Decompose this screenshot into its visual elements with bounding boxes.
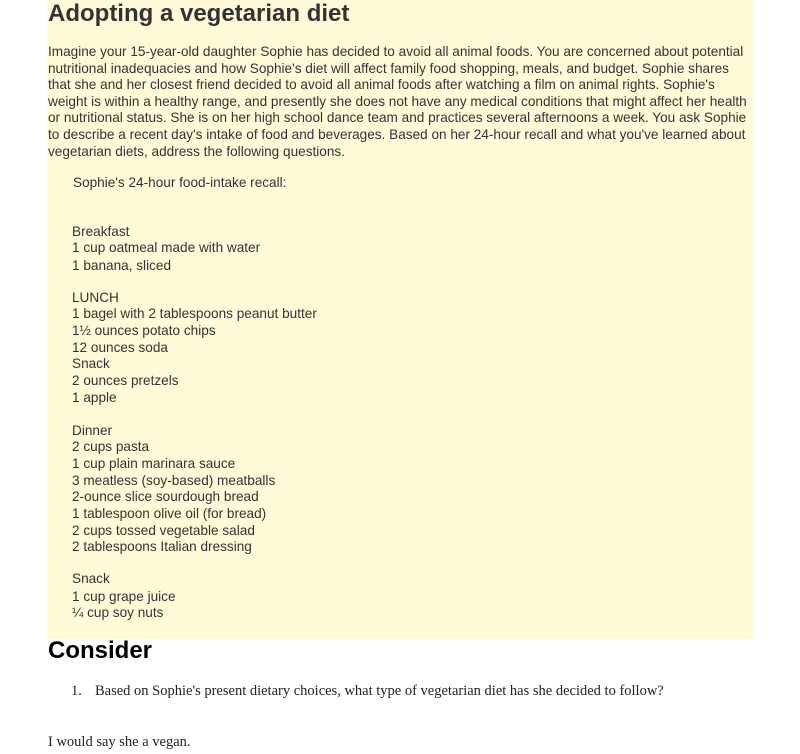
food-item: 2 tablespoons Italian dressing (72, 539, 252, 554)
scenario-intro: Imagine your 15-year-old daughter Sophie has decided to avoid all animal foods. You are concerned about potential nutritional inadequacies and how Sophie's diet will affect family food shopping, meals, and budget. Sophie shares that she and her closest friend decided to avoid all animal foods after watching a film on animal rights. Sophie's weight is within a healthy range, and presently she does not have any medical conditions that might affect her health or nutritional status. She is on her high school dance team and practices several afternoons a week. You ask Sophie to describe a recent day's intake of food and beverages. Based on her 24-hour recall and what you've learned about vegetarian diets, address the following questions. (48, 44, 747, 159)
meal-heading-dinner: Dinner (72, 423, 113, 438)
food-item: 1 apple (72, 390, 117, 405)
question-number: 1. (71, 683, 82, 699)
question-text: Based on Sophie's present dietary choices, what type of vegetarian diet has she decided to follow? (95, 683, 664, 699)
food-item: 2 ounces pretzels (72, 373, 179, 388)
food-item: 1 banana, sliced (72, 258, 172, 273)
meal-heading-snack: Snack (72, 356, 110, 371)
food-item: ¼ cup soy nuts (72, 605, 164, 620)
answer-text: I would say she a vegan. (48, 733, 191, 750)
food-item: 12 ounces soda (72, 340, 168, 355)
consider-heading: Consider (48, 637, 153, 664)
food-item: 2-ounce slice sourdough bread (72, 489, 259, 504)
food-item: 1 cup grape juice (72, 589, 176, 604)
food-item: 1 cup plain marinara sauce (72, 456, 236, 471)
food-item: 1 tablespoon olive oil (for bread) (72, 506, 267, 521)
recall-heading: Sophie's 24-hour food-intake recall: (73, 175, 287, 190)
food-item: 1½ ounces potato chips (72, 323, 216, 338)
meal-heading-snack: Snack (72, 571, 110, 586)
meal-heading-breakfast: Breakfast (72, 224, 130, 239)
page-title: Adopting a vegetarian diet (48, 0, 350, 27)
food-item: 2 cups tossed vegetable salad (72, 523, 255, 538)
food-item: 2 cups pasta (72, 439, 150, 454)
food-item: 1 bagel with 2 tablespoons peanut butter (72, 306, 317, 321)
food-item: 1 cup oatmeal made with water (72, 240, 261, 255)
meal-heading-lunch: LUNCH (72, 290, 119, 305)
food-item: 3 meatless (soy-based) meatballs (72, 473, 276, 488)
